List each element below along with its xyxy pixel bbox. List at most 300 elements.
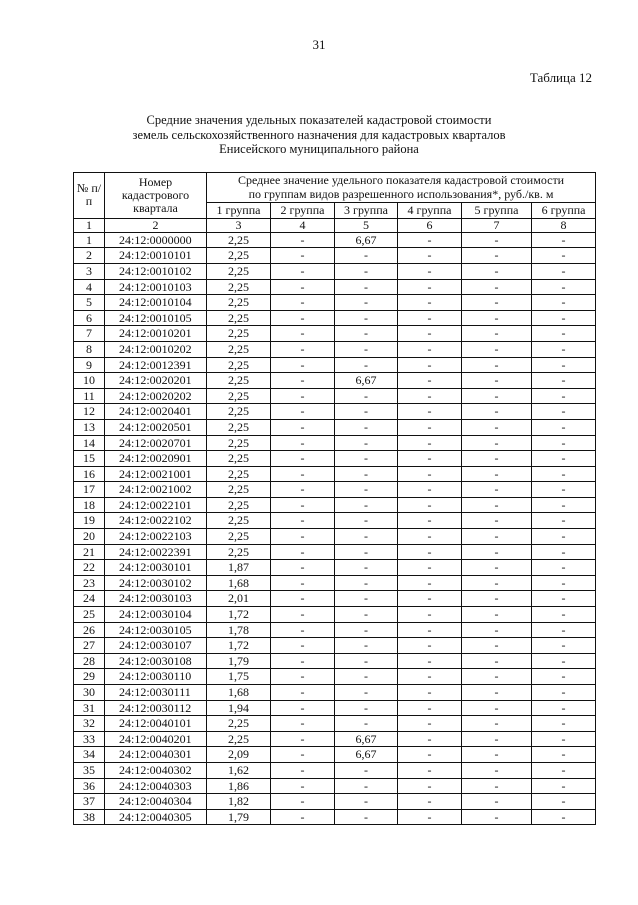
cell-group-3: - <box>335 778 398 794</box>
header-group: 3 группа <box>335 203 398 219</box>
cell-group-4: - <box>398 544 462 560</box>
header-average-value-line1: Среднее значение удельного показателя кадастровой стоимости <box>237 172 565 187</box>
cell-group-1: 2,25 <box>207 373 271 389</box>
cell-quarter-code: 24:12:0020901 <box>105 451 207 467</box>
cell-group-4: - <box>398 669 462 685</box>
cell-group-2: - <box>271 232 335 248</box>
cell-row-number: 26 <box>74 622 105 638</box>
cell-group-5: - <box>462 373 532 389</box>
cell-group-2: - <box>271 513 335 529</box>
cell-quarter-code: 24:12:0020501 <box>105 419 207 435</box>
cell-group-3: - <box>335 575 398 591</box>
cell-group-1: 2,25 <box>207 310 271 326</box>
cell-group-3: - <box>335 809 398 825</box>
cell-quarter-code: 24:12:0010101 <box>105 248 207 264</box>
cell-group-4: - <box>398 685 462 701</box>
table-row <box>74 716 596 732</box>
cell-group-5: - <box>462 622 532 638</box>
cell-quarter-code: 24:12:0010201 <box>105 326 207 342</box>
cell-group-5: - <box>462 310 532 326</box>
cell-group-1: 2,25 <box>207 232 271 248</box>
cell-group-2: - <box>271 685 335 701</box>
cell-group-1: 1,68 <box>207 685 271 701</box>
cell-quarter-code: 24:12:0040305 <box>105 809 207 825</box>
cell-group-3: - <box>335 466 398 482</box>
cadastral-value-table <box>73 172 596 825</box>
header-average-value-sub <box>207 188 596 203</box>
cell-group-1: 1,82 <box>207 794 271 810</box>
table-row <box>74 529 596 545</box>
table-row <box>74 310 596 326</box>
cell-group-6: - <box>532 404 596 420</box>
cell-group-2: - <box>271 762 335 778</box>
cell-group-3: - <box>335 326 398 342</box>
table-row <box>74 731 596 747</box>
cell-group-4: - <box>398 529 462 545</box>
cell-group-5: - <box>462 295 532 311</box>
table-row <box>74 560 596 576</box>
cell-row-number: 10 <box>74 373 105 389</box>
cell-group-3: - <box>335 669 398 685</box>
cell-row-number: 25 <box>74 607 105 623</box>
cell-row-number: 16 <box>74 466 105 482</box>
cell-group-6: - <box>532 591 596 607</box>
column-number: 8 <box>532 218 596 232</box>
cell-row-number: 20 <box>74 529 105 545</box>
cell-group-6: - <box>532 388 596 404</box>
cell-group-3: - <box>335 622 398 638</box>
cell-group-2: - <box>271 700 335 716</box>
cell-group-3: - <box>335 560 398 576</box>
cell-quarter-code: 24:12:0030111 <box>105 685 207 701</box>
cell-group-5: - <box>462 747 532 763</box>
cell-group-2: - <box>271 591 335 607</box>
caption-line: земель сельскохозяйственного назначения для кадастровых кварталов <box>132 127 506 142</box>
header-group: 4 группа <box>398 203 462 219</box>
cell-quarter-code: 24:12:0000000 <box>105 232 207 248</box>
cell-row-number: 34 <box>74 747 105 763</box>
cell-group-1: 2,25 <box>207 731 271 747</box>
cell-row-number: 36 <box>74 778 105 794</box>
cell-group-4: - <box>398 326 462 342</box>
cell-quarter-code: 24:12:0040304 <box>105 794 207 810</box>
cell-group-1: 2,25 <box>207 326 271 342</box>
table-row <box>74 544 596 560</box>
table-row <box>74 685 596 701</box>
cell-group-5: - <box>462 404 532 420</box>
cell-quarter-code: 24:12:0010102 <box>105 263 207 279</box>
cell-group-6: - <box>532 232 596 248</box>
cell-quarter-code: 24:12:0012391 <box>105 357 207 373</box>
cell-quarter-code: 24:12:0022101 <box>105 497 207 513</box>
cell-quarter-code: 24:12:0022391 <box>105 544 207 560</box>
cell-row-number: 32 <box>74 716 105 732</box>
column-number: 7 <box>462 218 532 232</box>
cell-group-3: 6,67 <box>335 232 398 248</box>
cell-group-4: - <box>398 435 462 451</box>
cell-group-2: - <box>271 341 335 357</box>
cell-group-2: - <box>271 279 335 295</box>
header-group: 5 группа <box>462 203 532 219</box>
cell-group-2: - <box>271 451 335 467</box>
cell-group-3: - <box>335 794 398 810</box>
cell-group-5: - <box>462 341 532 357</box>
cell-quarter-code: 24:12:0010202 <box>105 341 207 357</box>
cell-group-6: - <box>532 560 596 576</box>
header-group: 6 группа <box>532 203 596 219</box>
cell-quarter-code: 24:12:0022102 <box>105 513 207 529</box>
column-number: 3 <box>207 218 271 232</box>
cell-group-4: - <box>398 513 462 529</box>
table-row <box>74 575 596 591</box>
cell-group-1: 1,68 <box>207 575 271 591</box>
cell-row-number: 22 <box>74 560 105 576</box>
cell-group-5: - <box>462 560 532 576</box>
cell-group-4: - <box>398 778 462 794</box>
cell-row-number: 23 <box>74 575 105 591</box>
cell-group-3: 6,67 <box>335 747 398 763</box>
cell-group-6: - <box>532 685 596 701</box>
cell-group-6: - <box>532 762 596 778</box>
cell-group-5: - <box>462 731 532 747</box>
cell-quarter-code: 24:12:0020201 <box>105 373 207 389</box>
cell-group-1: 2,01 <box>207 591 271 607</box>
cell-group-2: - <box>271 778 335 794</box>
cell-group-3: - <box>335 248 398 264</box>
cell-group-6: - <box>532 794 596 810</box>
cell-group-5: - <box>462 544 532 560</box>
cell-group-6: - <box>532 513 596 529</box>
cell-group-1: 2,25 <box>207 404 271 420</box>
cell-group-5: - <box>462 263 532 279</box>
cell-group-1: 2,25 <box>207 435 271 451</box>
table-row <box>74 341 596 357</box>
cell-group-6: - <box>532 778 596 794</box>
page-number: 31 <box>312 37 326 52</box>
table-row <box>74 357 596 373</box>
cell-group-1: 2,25 <box>207 263 271 279</box>
cell-row-number: 12 <box>74 404 105 420</box>
cell-group-6: - <box>532 451 596 467</box>
cell-group-6: - <box>532 310 596 326</box>
header-average-value-line2: по группам видов разрешенного использования*, руб./кв. м <box>248 187 554 202</box>
cell-row-number: 37 <box>74 794 105 810</box>
cell-row-number: 11 <box>74 388 105 404</box>
cell-group-6: - <box>532 747 596 763</box>
cell-group-6: - <box>532 341 596 357</box>
cell-quarter-code: 24:12:0020701 <box>105 435 207 451</box>
cell-group-5: - <box>462 419 532 435</box>
cell-group-2: - <box>271 794 335 810</box>
cell-row-number: 27 <box>74 638 105 654</box>
cell-quarter-code: 24:12:0030107 <box>105 638 207 654</box>
cell-group-5: - <box>462 513 532 529</box>
cell-group-6: - <box>532 607 596 623</box>
cell-group-2: - <box>271 326 335 342</box>
cell-group-4: - <box>398 466 462 482</box>
cell-group-6: - <box>532 622 596 638</box>
table-row <box>74 388 596 404</box>
table-row <box>74 248 596 264</box>
cell-group-3: - <box>335 685 398 701</box>
cell-group-5: - <box>462 762 532 778</box>
cell-group-6: - <box>532 357 596 373</box>
header-average-value <box>207 173 596 188</box>
cell-row-number: 3 <box>74 263 105 279</box>
cell-group-2: - <box>271 482 335 498</box>
table-caption <box>40 113 598 157</box>
cell-group-3: - <box>335 700 398 716</box>
cell-quarter-code: 24:12:0022103 <box>105 529 207 545</box>
cell-group-4: - <box>398 451 462 467</box>
cell-quarter-code: 24:12:0030104 <box>105 607 207 623</box>
header-row-number-label: № п/п <box>76 181 102 209</box>
header-row-number <box>74 173 105 219</box>
cell-group-3: - <box>335 716 398 732</box>
cell-group-4: - <box>398 716 462 732</box>
table-row <box>74 466 596 482</box>
cell-group-4: - <box>398 731 462 747</box>
cell-group-1: 1,75 <box>207 669 271 685</box>
cell-group-2: - <box>271 544 335 560</box>
cell-group-4: - <box>398 232 462 248</box>
table-row <box>74 591 596 607</box>
cell-group-5: - <box>462 575 532 591</box>
cell-row-number: 2 <box>74 248 105 264</box>
cell-group-3: - <box>335 435 398 451</box>
table-row <box>74 513 596 529</box>
cell-quarter-code: 24:12:0040301 <box>105 747 207 763</box>
cell-group-4: - <box>398 419 462 435</box>
table-row <box>74 653 596 669</box>
cell-row-number: 31 <box>74 700 105 716</box>
cell-group-6: - <box>532 466 596 482</box>
cell-group-1: 1,62 <box>207 762 271 778</box>
cell-quarter-code: 24:12:0040101 <box>105 716 207 732</box>
cell-group-5: - <box>462 279 532 295</box>
cell-group-2: - <box>271 310 335 326</box>
cell-row-number: 5 <box>74 295 105 311</box>
cell-group-5: - <box>462 529 532 545</box>
cell-row-number: 18 <box>74 497 105 513</box>
cell-group-5: - <box>462 482 532 498</box>
table-row <box>74 232 596 248</box>
cell-group-4: - <box>398 248 462 264</box>
cell-group-6: - <box>532 295 596 311</box>
cell-group-2: - <box>271 404 335 420</box>
cell-group-6: - <box>532 279 596 295</box>
table-row <box>74 747 596 763</box>
cell-group-3: - <box>335 295 398 311</box>
cell-group-2: - <box>271 560 335 576</box>
cell-group-3: - <box>335 341 398 357</box>
cell-group-1: 2,25 <box>207 279 271 295</box>
cell-group-1: 2,25 <box>207 544 271 560</box>
cell-group-3: 6,67 <box>335 731 398 747</box>
cell-quarter-code: 24:12:0030105 <box>105 622 207 638</box>
cell-group-5: - <box>462 794 532 810</box>
caption-line: Енисейского муниципального района <box>219 142 419 156</box>
cell-group-4: - <box>398 607 462 623</box>
table-row <box>74 435 596 451</box>
cell-group-3: - <box>335 513 398 529</box>
table-row <box>74 638 596 654</box>
cell-group-6: - <box>532 716 596 732</box>
cell-group-1: 2,25 <box>207 248 271 264</box>
cell-group-4: - <box>398 575 462 591</box>
cell-group-6: - <box>532 248 596 264</box>
cell-group-3: - <box>335 482 398 498</box>
table-row <box>74 607 596 623</box>
cell-group-6: - <box>532 373 596 389</box>
column-number: 5 <box>335 218 398 232</box>
cell-group-4: - <box>398 373 462 389</box>
cell-group-4: - <box>398 388 462 404</box>
column-number: 6 <box>398 218 462 232</box>
cell-group-2: - <box>271 435 335 451</box>
cell-group-4: - <box>398 482 462 498</box>
cell-group-2: - <box>271 607 335 623</box>
cell-group-1: 2,25 <box>207 341 271 357</box>
cell-group-4: - <box>398 560 462 576</box>
cell-group-4: - <box>398 279 462 295</box>
cell-group-5: - <box>462 232 532 248</box>
caption-line: Средние значения удельных показателей кадастровой стоимости <box>146 113 492 127</box>
cell-group-2: - <box>271 263 335 279</box>
cell-group-4: - <box>398 653 462 669</box>
cell-group-6: - <box>532 700 596 716</box>
table-row <box>74 778 596 794</box>
cell-group-4: - <box>398 295 462 311</box>
cell-group-1: 2,25 <box>207 716 271 732</box>
cell-group-3: - <box>335 762 398 778</box>
cell-group-4: - <box>398 341 462 357</box>
cell-quarter-code: 24:12:0020401 <box>105 404 207 420</box>
table-row <box>74 373 596 389</box>
cell-group-4: - <box>398 809 462 825</box>
cell-group-2: - <box>271 248 335 264</box>
cell-row-number: 8 <box>74 341 105 357</box>
cell-quarter-code: 24:12:0010103 <box>105 279 207 295</box>
cell-group-5: - <box>462 357 532 373</box>
cell-group-3: 6,67 <box>335 373 398 389</box>
cell-group-1: 1,87 <box>207 560 271 576</box>
cell-row-number: 19 <box>74 513 105 529</box>
table-row <box>74 622 596 638</box>
cell-group-6: - <box>532 263 596 279</box>
cell-group-2: - <box>271 388 335 404</box>
table-row <box>74 263 596 279</box>
cell-group-5: - <box>462 248 532 264</box>
cell-group-2: - <box>271 747 335 763</box>
cell-quarter-code: 24:12:0021002 <box>105 482 207 498</box>
table-row <box>74 700 596 716</box>
cell-quarter-code: 24:12:0040302 <box>105 762 207 778</box>
column-number: 2 <box>105 218 207 232</box>
cell-row-number: 30 <box>74 685 105 701</box>
cell-group-5: - <box>462 700 532 716</box>
cell-group-6: - <box>532 419 596 435</box>
header-quarter-number <box>105 173 207 219</box>
cell-group-1: 2,25 <box>207 513 271 529</box>
cell-group-1: 2,25 <box>207 466 271 482</box>
table-row <box>74 404 596 420</box>
cell-quarter-code: 24:12:0030112 <box>105 700 207 716</box>
cell-group-6: - <box>532 435 596 451</box>
cell-row-number: 15 <box>74 451 105 467</box>
cell-group-6: - <box>532 544 596 560</box>
cell-group-2: - <box>271 373 335 389</box>
cell-group-3: - <box>335 497 398 513</box>
cell-quarter-code: 24:12:0030103 <box>105 591 207 607</box>
cell-group-2: - <box>271 731 335 747</box>
cell-row-number: 6 <box>74 310 105 326</box>
table-row <box>74 295 596 311</box>
cell-group-1: 2,25 <box>207 295 271 311</box>
cell-quarter-code: 24:12:0021001 <box>105 466 207 482</box>
header-group: 2 группа <box>271 203 335 219</box>
cell-quarter-code: 24:12:0030101 <box>105 560 207 576</box>
cell-group-2: - <box>271 716 335 732</box>
cell-group-5: - <box>462 638 532 654</box>
cell-group-3: - <box>335 607 398 623</box>
cell-group-1: 2,25 <box>207 497 271 513</box>
cell-group-6: - <box>532 575 596 591</box>
cell-group-6: - <box>532 529 596 545</box>
cell-row-number: 13 <box>74 419 105 435</box>
cell-group-3: - <box>335 591 398 607</box>
cell-group-2: - <box>271 419 335 435</box>
cell-group-3: - <box>335 388 398 404</box>
cell-row-number: 28 <box>74 653 105 669</box>
header-quarter-label: Номер кадастрового квартала <box>121 174 190 215</box>
cell-quarter-code: 24:12:0020202 <box>105 388 207 404</box>
table-body <box>74 232 596 825</box>
cell-group-2: - <box>271 497 335 513</box>
cell-group-5: - <box>462 591 532 607</box>
cell-group-4: - <box>398 497 462 513</box>
cell-quarter-code: 24:12:0030102 <box>105 575 207 591</box>
cell-row-number: 1 <box>74 232 105 248</box>
cell-group-1: 1,79 <box>207 809 271 825</box>
cell-group-6: - <box>532 653 596 669</box>
cell-group-5: - <box>462 669 532 685</box>
cell-group-1: 1,79 <box>207 653 271 669</box>
cell-group-3: - <box>335 451 398 467</box>
cell-group-4: - <box>398 700 462 716</box>
cell-group-3: - <box>335 638 398 654</box>
cell-group-3: - <box>335 653 398 669</box>
cell-row-number: 17 <box>74 482 105 498</box>
cell-row-number: 21 <box>74 544 105 560</box>
cell-group-6: - <box>532 326 596 342</box>
table-row <box>74 326 596 342</box>
cell-group-3: - <box>335 419 398 435</box>
cell-quarter-code: 24:12:0040303 <box>105 778 207 794</box>
cell-row-number: 4 <box>74 279 105 295</box>
cell-group-2: - <box>271 466 335 482</box>
cell-group-5: - <box>462 716 532 732</box>
table-row <box>74 762 596 778</box>
header-group: 1 группа <box>207 203 271 219</box>
cell-row-number: 14 <box>74 435 105 451</box>
cell-group-2: - <box>271 575 335 591</box>
cell-group-3: - <box>335 310 398 326</box>
cell-group-3: - <box>335 279 398 295</box>
cell-group-1: 2,25 <box>207 419 271 435</box>
cell-row-number: 35 <box>74 762 105 778</box>
table-row <box>74 482 596 498</box>
